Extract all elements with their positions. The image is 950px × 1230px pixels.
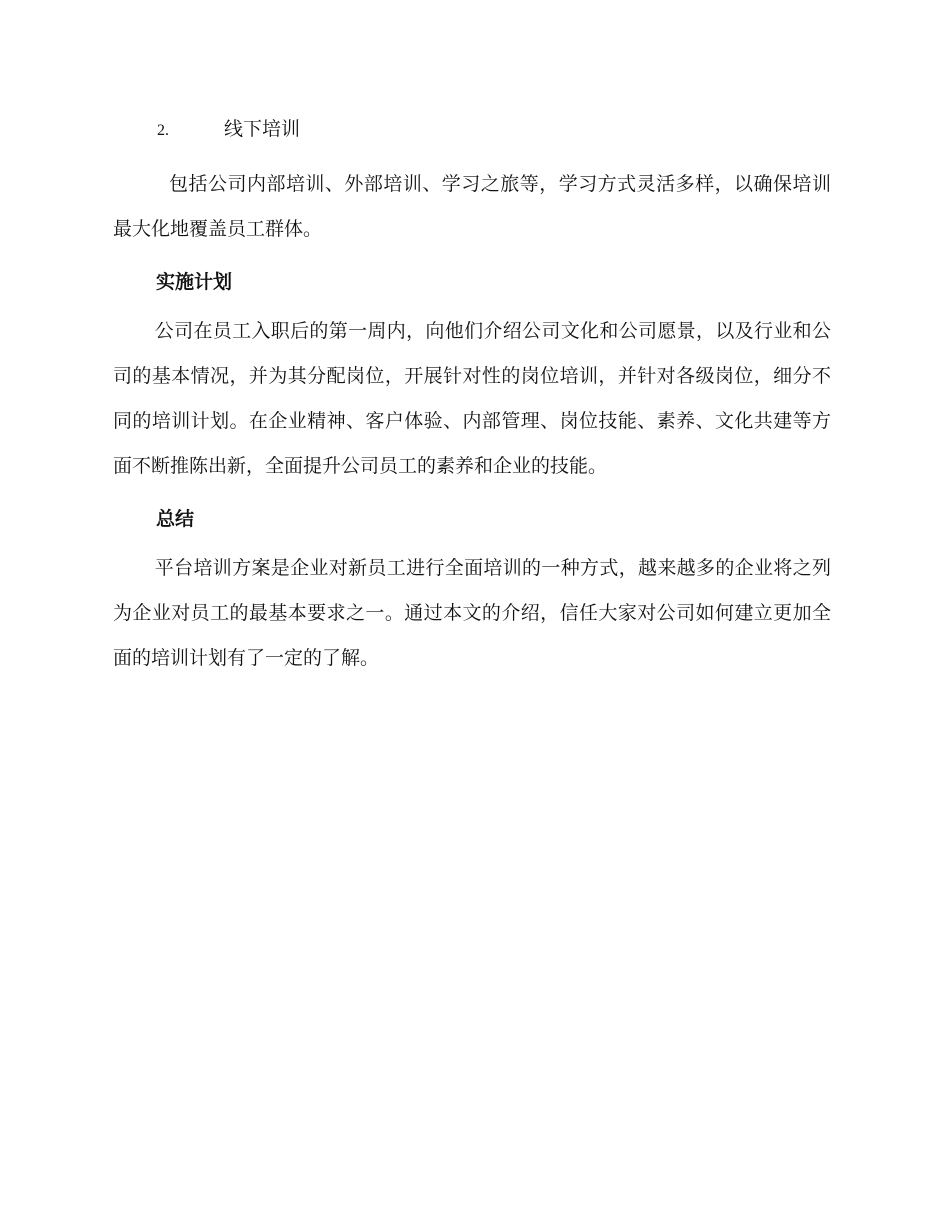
list-item-number: 2.: [157, 122, 169, 139]
section-heading-implementation: 实施计划: [156, 271, 233, 293]
section-heading-summary: 总结: [156, 508, 195, 530]
list-item-heading: [157, 112, 831, 146]
section-paragraph-summary: 平台培训方案是企业对新员工进行全面培训的一种方式，越来越多的企业将之列为企业对员工的最基本要求之一。通过本文的介绍，信任大家对公司如何建立更加全面的培训计划有了一定的了解。: [113, 557, 831, 669]
list-item-title: 线下培训: [224, 118, 301, 140]
list-item-paragraph: 包括公司内部培训、外部培训、学习之旅等，学习方式灵活多样，以确保培训最大化地覆盖员工群体。: [113, 173, 831, 240]
document-content: [113, 112, 831, 681]
section-paragraph-implementation: 公司在员工入职后的第一周内，向他们介绍公司文化和公司愿景，以及行业和公司的基本情况，并为其分配岗位，开展针对性的岗位培训，并针对各级岗位，细分不同的培训计划。在企业精神、客户体验、内部管理、岗位技能、素养、文化共建等方面不断推陈出新，全面提升公司员工的素养和企业的技能。: [113, 320, 831, 477]
